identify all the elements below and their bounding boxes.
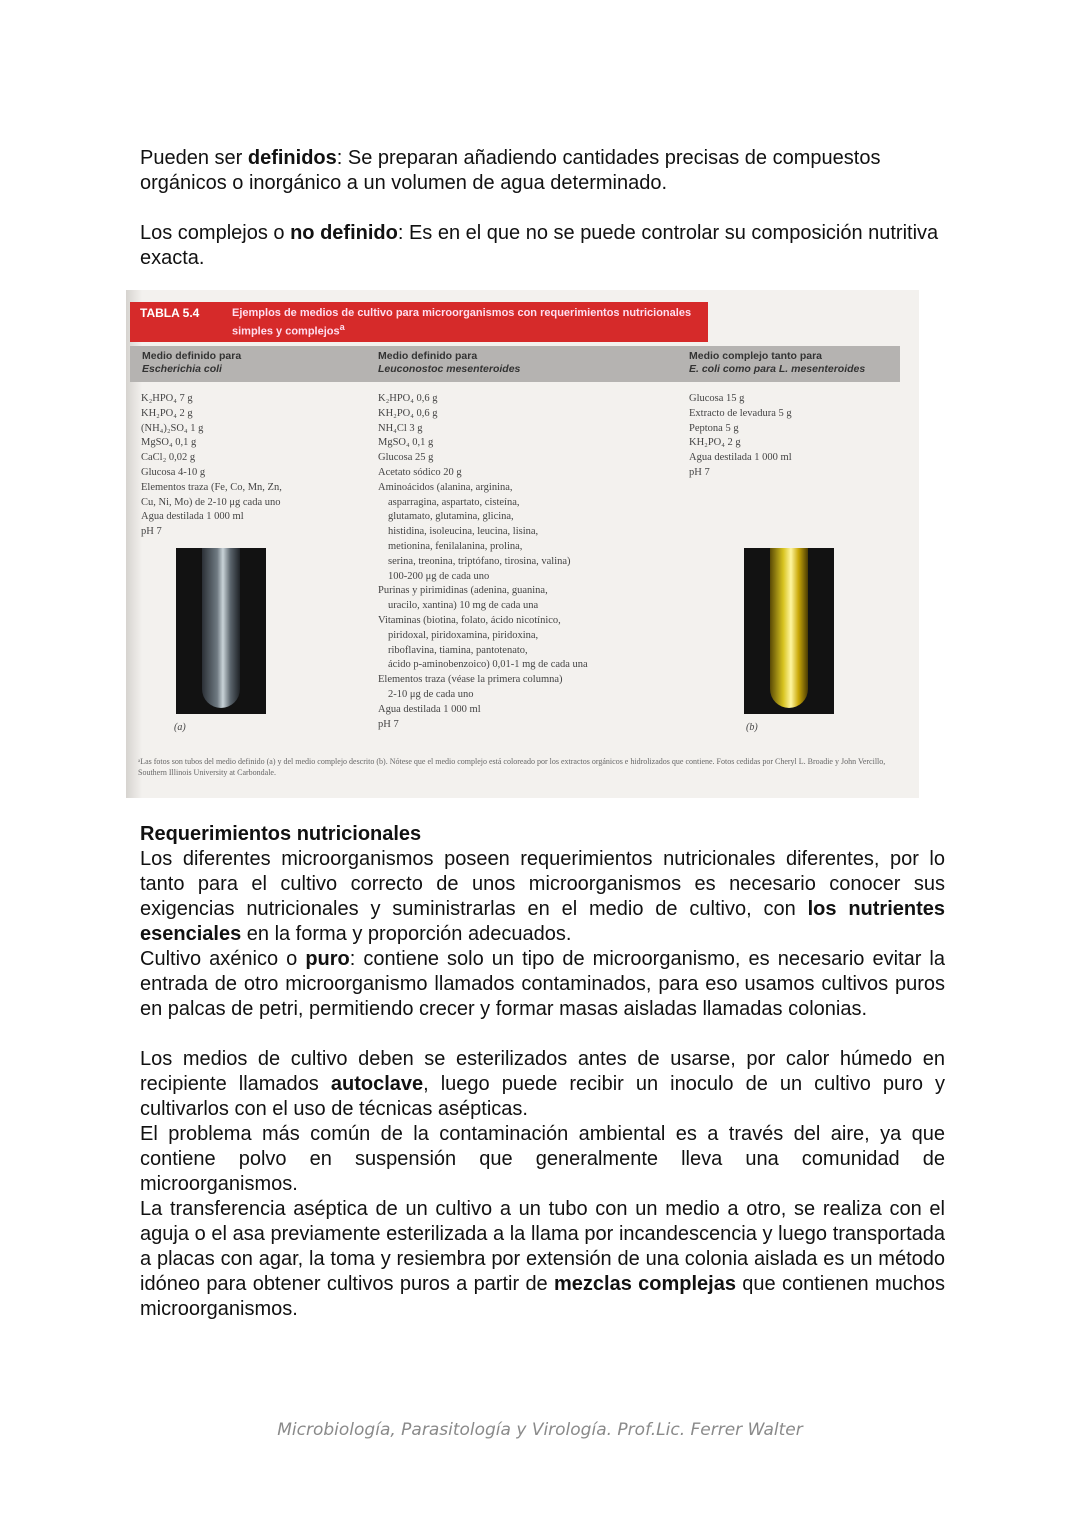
culture-media-table-image [126,290,919,798]
defined-medium-tube-photo [176,548,266,714]
list-item: KH₂PO₄ 0,6 g [378,407,438,419]
list-item: Elementos traza (Fe, Co, Mn, Zn, [141,481,282,493]
list-item: Agua destilada 1 000 ml [689,452,792,464]
table-title-banner [130,302,708,342]
list-item: riboflavina, tiamina, pantotenato, [388,644,528,656]
table-footnote: ᵃLas fotos son tubos del medio definido (a) y del medio complejo descrito (b). Nótese que el medio complejo está coloreado por los extractos orgánicos e hidrolizados que contiene. Fotos cedidas por Cheryl L. Broadie y John Vercillo, Southern Illinois University at Carbondale. [138,757,886,777]
paragraph-requerimientos: Los diferentes microorganismos poseen requerimientos nutricionales diferentes, por lo tanto para el cultivo correcto de unos microorganismos es necesario conocer sus exigencias nutricionales y suministrarlas en el medio de cultivo, con los nutrientes esenciales en la forma y proporción adecuados. [140,848,945,945]
photo-label-a: (a) [174,722,186,733]
list-item: Agua destilada 1 000 ml [378,703,481,715]
test-tube-yellow-icon [770,548,808,708]
intro-paragraph-complejos: Los complejos o no definido: Es en el que no se puede controlar su composición nutritiva exacta. [140,222,939,269]
list-item: MgSO₄ 0,1 g [378,437,434,449]
list-item: 100-200 μg de cada uno [388,570,490,582]
bold-term-mezclas: mezclas complejas [554,1273,736,1295]
list-item: Cu, Ni, Mo) de 2-10 μg cada uno [141,496,281,508]
list-item: Acetato sódico 20 g [378,466,462,478]
list-item: Glucosa 15 g [689,393,745,404]
column-header-1: Medio definido para Escherichia coli [142,350,242,375]
column-3-list [689,392,792,481]
list-item: asparragina, aspartato, cisteína, [388,496,520,508]
paragraph-esterilizacion: Los medios de cultivo deben se esterilizados antes de usarse, por calor húmedo en recipiente llamados autoclave, luego puede recibir un inoculo de un cultivo puro y cultivarlos con el uso de técnicas asépticas. [140,1048,945,1120]
paragraph-contaminacion: El problema más común de la contaminación ambiental es a través del aire, ya que contiene polvo en suspensión que generalmente lleva una comunidad de microorganismos. [140,1123,945,1195]
list-item: glutamato, glutamina, glicina, [388,511,514,523]
list-item: histidina, isoleucina, leucina, lisina, [388,526,539,538]
page-footer: Microbiología, Parasitología y Virología. Prof.Lic. Ferrer Walter [277,1420,803,1440]
list-item: Extracto de levadura 5 g [689,407,792,419]
table-caption: Ejemplos de medios de cultivo para microorganismos con requerimientos nutricionales simples y complejos$^a$ [232,307,692,338]
list-item: serina, treonina, triptófano, tirosina, valina) [388,555,571,567]
bold-term-autoclave: autoclave [330,1073,424,1095]
list-item: Elementos traza (véase la primera columna) [378,674,563,686]
column-1-list [141,392,282,540]
list-item: KH₂PO₄ 2 g [689,437,741,449]
list-item: K₂HPO₄ 0,6 g [378,393,438,404]
complex-medium-tube-photo [744,548,834,714]
bold-term-nutrientes: los nutrientes esenciales [140,898,945,945]
list-item: NH₄Cl 3 g [378,422,423,434]
list-item: piridoxal, piridoxamina, piridoxina, [388,629,539,641]
list-item: Purinas y pirimidinas (adenina, guanina, [378,585,548,597]
list-item: K₂HPO₄ 7 g [141,393,193,404]
list-item: pH 7 [141,526,162,538]
list-item: uracilo, xantina) 10 mg de cada una [388,600,539,612]
paragraph-cultivo-axenico: Cultivo axénico o puro: contiene solo un tipo de microorganismo, es necesario evitar la entrada de otro microorganismo llamados contaminados, para eso usamos cultivos puros en palcas de petri, permitiendo crecer y formar masas aisladas llamadas colonias. [140,948,945,1020]
bold-term-puro: puro [305,948,350,970]
list-item: Agua destilada 1 000 ml [141,511,244,523]
list-item: KH₂PO₄ 2 g [141,407,193,419]
table-label: TABLA 5.4 [140,306,200,320]
list-item: MgSO₄ 0,1 g [141,437,197,449]
list-item: Glucosa 4-10 g [141,466,206,478]
list-item: (NH₄)₂SO₄ 1 g [141,422,204,434]
intro-paragraph-definidos: Pueden ser definidos: Se preparan añadiendo cantidades precisas de compuestos orgánicos o inorgánico a un volumen de agua determinado. [140,147,881,194]
list-item: CaCl₂ 0,02 g [141,452,196,464]
list-item: pH 7 [378,718,399,730]
photo-label-b: (b) [746,722,758,733]
test-tube-clear-icon [202,548,240,708]
column-header-2: Medio definido para Leuconostoc mesenteroides [378,350,521,375]
list-item: ácido p-aminobenzoico) 0,01-1 mg de cada una [388,659,588,671]
list-item: Aminoácidos (alanina, arginina, [378,481,513,493]
list-item: Peptona 5 g [689,422,739,434]
table-column-header-bar [130,346,900,382]
list-item: Vitaminas (biotina, folato, ácido nicotínico, [378,614,561,626]
list-item: metionina, fenilalanina, prolina, [388,540,523,552]
section-heading: Requerimientos nutricionales [140,823,422,845]
bold-term-definidos: definidos [247,147,337,169]
list-item: pH 7 [689,466,710,478]
column-2-list [378,392,588,732]
bold-term-no-definido: no definido [290,222,398,244]
list-item: 2-10 μg de cada uno [388,688,474,700]
list-item: Glucosa 25 g [378,452,434,464]
column-header-3: Medio complejo tanto para E. coli como para L. mesenteroides [689,350,866,375]
paragraph-transferencia: La transferencia aséptica de un cultivo a un tubo con un medio a otro, se realiza con el aguja o el asa previamente esterilizada a la llama por incandescencia y luego transportada a placas con agar, la toma y resiembra por extensión de una colonia aislada es un método idóneo para obtener cultivos puros a partir de mezclas complejas que contienen muchos microorganismos. [140,1198,946,1320]
